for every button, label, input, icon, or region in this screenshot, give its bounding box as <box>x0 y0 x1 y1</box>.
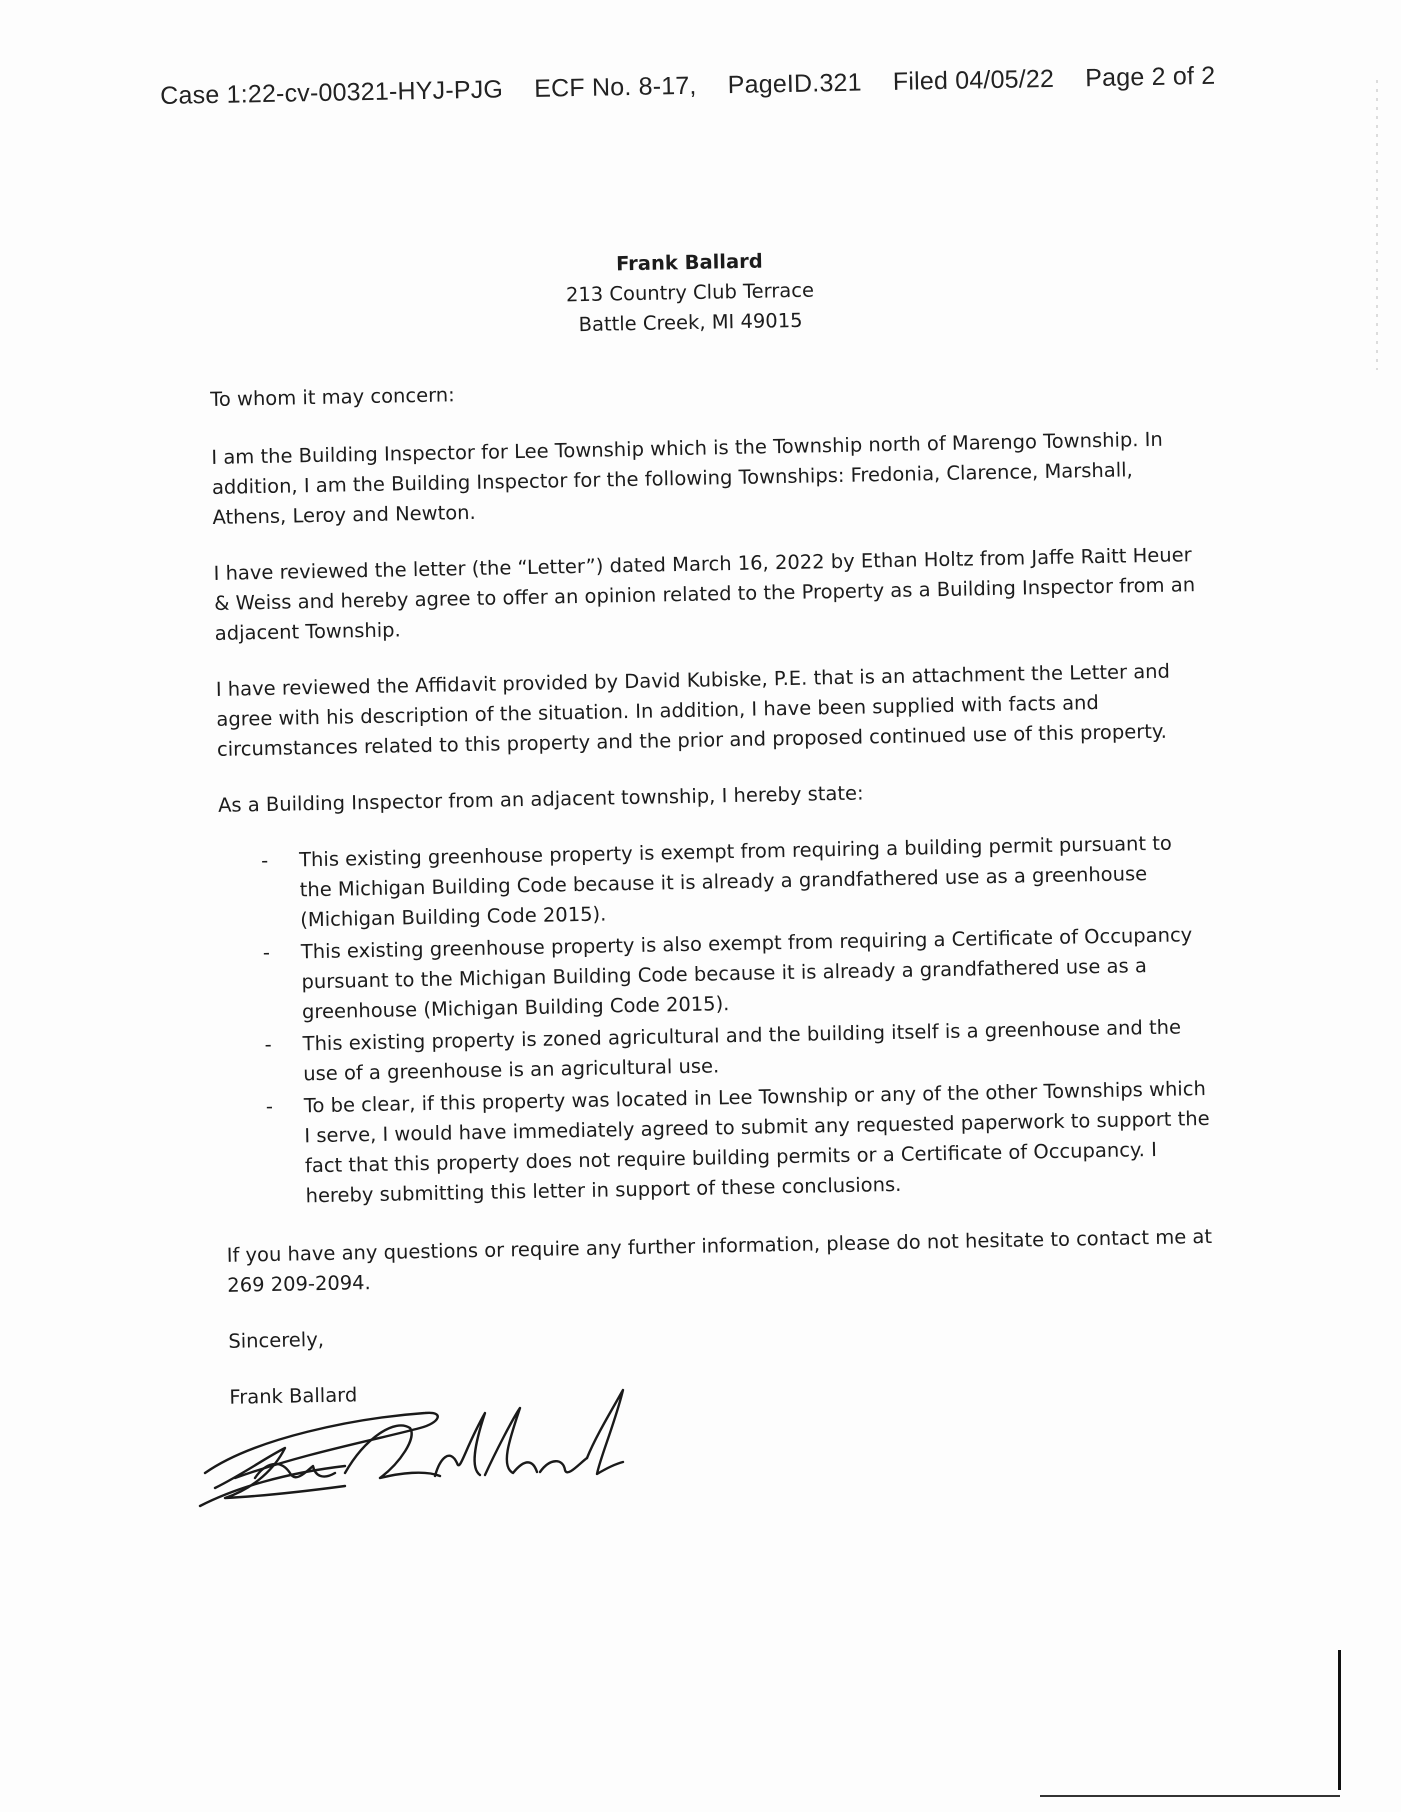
page-count: Page 2 of 2 <box>1084 61 1216 93</box>
sender-block <box>419 243 961 343</box>
bullet-marker: - <box>260 848 269 873</box>
list-item <box>262 920 1213 1027</box>
scan-edge-noise <box>1376 80 1378 370</box>
signature-name: Frank Ballard <box>229 1383 358 1409</box>
page-id: PageID.321 <box>727 68 863 100</box>
sender-address-line1: 213 Country Club Terrace <box>565 278 815 307</box>
salutation: To whom it may concern: <box>210 383 455 411</box>
list-item <box>260 828 1211 935</box>
handwritten-signature <box>195 1378 675 1528</box>
bullet-marker: - <box>262 940 271 965</box>
scan-border-mark <box>1338 1650 1341 1790</box>
paragraph-3: I have reviewed the Affidavit provided by David Kubiske, P.E. that is an attachment the Letter and agree with his description of the situation. In addition, I have been supplied with facts and circumstances related to this property and the prior and proposed continued use of this property. <box>215 659 1171 761</box>
sender-name: Frank Ballard <box>615 249 763 276</box>
paragraph-4: As a Building Inspector from an adjacent township, I hereby state: <box>217 781 864 817</box>
list-item-text: This existing property is zoned agricultural and the building itself is a greenhouse and the use of a greenhouse is an agricultural use. <box>302 1015 1182 1086</box>
filed-date: Filed 04/05/22 <box>892 64 1055 96</box>
bullet-marker: - <box>265 1094 274 1119</box>
court-filing-header <box>160 62 1220 111</box>
statement-list <box>219 828 1216 1213</box>
sender-address-line2: Battle Creek, MI 49015 <box>578 308 803 337</box>
paragraph-1: I am the Building Inspector for Lee Township which is the Township north of Marengo Township. In addition, I am the Building Inspector for the following Townships: Fredonia, Clarence, Marshall, Athens, Leroy and Newton. <box>211 427 1163 529</box>
paragraph-5: If you have any questions or require any further information, please do not hesitate to contact me at 269 209-2094. <box>226 1224 1213 1297</box>
case-number: Case 1:22-cv-00321-HYJ-PJG <box>160 75 504 110</box>
list-item-text: This existing greenhouse property is also exempt from requiring a Certificate of Occupancy pursuant to the Michigan Building Code because it is already a grandfathered use as a greenhouse (Michigan Building Code 2015). <box>300 923 1193 1024</box>
paragraph-2: I have reviewed the letter (the “Letter”) dated March 16, 2022 by Ethan Holtz from Jaffe Raitt Heuer & Weiss and hereby agree to offer an opinion related to the Property as a Building Inspector from an adjacent Township. <box>213 543 1196 645</box>
list-item-text: This existing greenhouse property is exempt from requiring a building permit pursuant to the Michigan Building Code because it is already a grandfathered use as a greenhouse (Michigan Building Code 2015). <box>298 831 1173 932</box>
ecf-number: ECF No. 8-17, <box>533 71 697 103</box>
closing: Sincerely, <box>228 1327 325 1353</box>
bullet-marker: - <box>264 1032 272 1057</box>
letter-body <box>210 366 1220 1439</box>
scan-border-mark-bottom <box>1040 1795 1340 1797</box>
list-item <box>265 1074 1216 1211</box>
list-item-text: To be clear, if this property was located in Lee Township or any of the other Townships which I serve, I would have immediately agreed to submit any requested paperwork to support the fact that this property does not require building permits or a Certificate of Occupancy. I hereby submitting this letter in support of these conclusions. <box>303 1077 1210 1208</box>
